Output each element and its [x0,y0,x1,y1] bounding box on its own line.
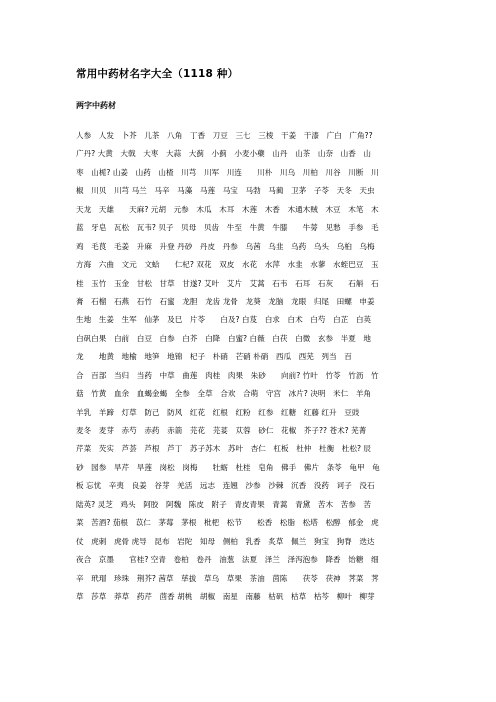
text-line: 生地 生姜 生军 仙茅 及巳 片苓 白及? 白芨 白求 白术 白芍 白芷 白英 [76,315,372,325]
text-line: 人参 人发 卜芥 儿茶 八角 丁香 刀豆 三七 三棱 干姜 干漆 广白 广角?? [76,131,373,140]
text-line: 合 百部 当归 当药 中草 曲莲 肉桂 肉果 朱砂 向前? 竹叶 竹苓 竹沥 竹 [76,370,379,380]
text-line: 天龙 天雄 天麻? 元胡 元参 木瓜 木耳 木莲 木香 木通木贼 木豆 木笔 木 [76,204,379,214]
text-line [76,643,422,661]
text-line [76,625,422,643]
text-line: 白矾白果 白前 白豆 白参 白芥 白降 白蜜? 白薇 白茯 白微 玄参 半夏 地 [76,333,372,343]
text-line: 板 忘忧 辛夷 良姜 谷芽 羌活 远志 连翘 沙参 沙棘 沉香 没药 诃子 没石 [76,481,375,491]
text-line: 椒 川贝 川芎 马兰 马辛 马藻 马莲 马宝 马勃 马蔺 卫茅 子苓 天冬 天虫 [76,186,375,196]
text-line: 方海 六曲 文元 文蛤 仁杞? 双花 双皮 水花 水萍 水韭 水蓼 水蛭巴豆 玉 [76,260,379,270]
text-line: 仗 虎刺 虎骨 虎导 昆布 岩陀 知母 侧柏 乳香 炙草 佩兰 狗宝 狗脊 迭达 [76,536,375,546]
text-line: 芹菜 芡实 芦荟 芦根 芦丁 苏子苏木 苏叶 杏仁 杠板 杜仲 杜衡 杜松? 辰 [76,444,372,454]
text-line: 草 莎草 莽草 药芹 茴香 胡桃 胡椒 南星 南藤 枯矾 枯草 枯芩 柳叶 柳芽 [76,591,375,601]
text-line: 陆英? 灵芝 鸡头 阿胶 阿魏 陈皮 附子 青皮青果 青蒿 青黛 苦木 苦参 苦 [76,499,372,509]
text-line: 膏 石榴 石燕 石竹 石蜜 龙胆 龙齿 龙骨 龙葵 龙脑 龙眼 归尾 田螺 申姜 [76,296,375,306]
document-title: 常用中药材名字大全（1118 种） [76,68,239,80]
text-line: 麦冬 麦芽 赤芍 赤药 赤箭 芫花 芫荽 苁蓉 砂仁 花椒 芥子?? 苍术? 芜菁 [76,426,367,435]
text-line: 菇 竹黄 血余 血蝎金蝎 全参 全草 合欢 合萌 守宫 冰片? 决明 米仁 羊角 [76,389,372,399]
text-line: 鸡 毛茛 毛姜 升麻 升登 丹砂 丹皮 丹参 乌茜 乌韭 乌药 乌头 乌桕 乌梅 [76,241,375,251]
herb-name-list [76,127,422,680]
text-line [76,606,422,624]
text-line: 夜合 京墨 官桂? 空青 卷柏 卷丹 油葱 法夏 泽兰 泽泻泡参 降香 饴糖 细 [76,555,379,565]
section-heading: 两字中药材 [76,101,116,110]
text-line [76,662,422,680]
text-line: 龙 地黄 地榆 地笋 地锦 杞子 朴硝 芒硝 朴硝 西瓜 西芜 列当 百 [76,352,352,362]
text-line: 广丹? 大黄 大戟 大枣 大蒜 大蓟 小蓟 小麦小蘗 山丹 山茶 山奈 山香 山 [76,149,372,159]
text-line: 枣 山栀? 山姜 山药 山楂 川芎 川军 川连 川朴 川乌 川柏 川谷 川断 川 [76,167,379,177]
text-line: 羊乳 羊蹄 灯草 防己 防风 红花 红根 红粉 红参 红糖 红藤 红升 豆豉 [76,407,360,417]
text-line: 菜 苦酒? 茄根 苡仁 茅莓 茅根 枇杷 松节 松香 松脂 松塔 松醇 郁金 虎 [76,518,379,528]
text-line: 砂 园参 旱芹 旱莲 岗松 岗梅 牡蛎 杜桂 皂角 佛手 佛片 条苓 龟甲 龟 [76,462,380,472]
text-line: 辛 玳瑁 珍珠 荆芥? 茜草 荜拔 草乌 草果 茶油 茵陈 茯苓 茯神 荠菜 荠 [76,573,379,583]
text-line: 蓝 牙皂 瓦松 瓦韦? 贝子 贝母 贝齿 牛至 牛黄 牛膝 牛蒡 见愁 手参 毛 [76,223,379,233]
text-line: 桂 玉竹 玉金 甘松 甘草 甘遂? 艾叶 艾片 艾蒿 石韦 石耳 石灰 石斛 石 [76,278,379,288]
